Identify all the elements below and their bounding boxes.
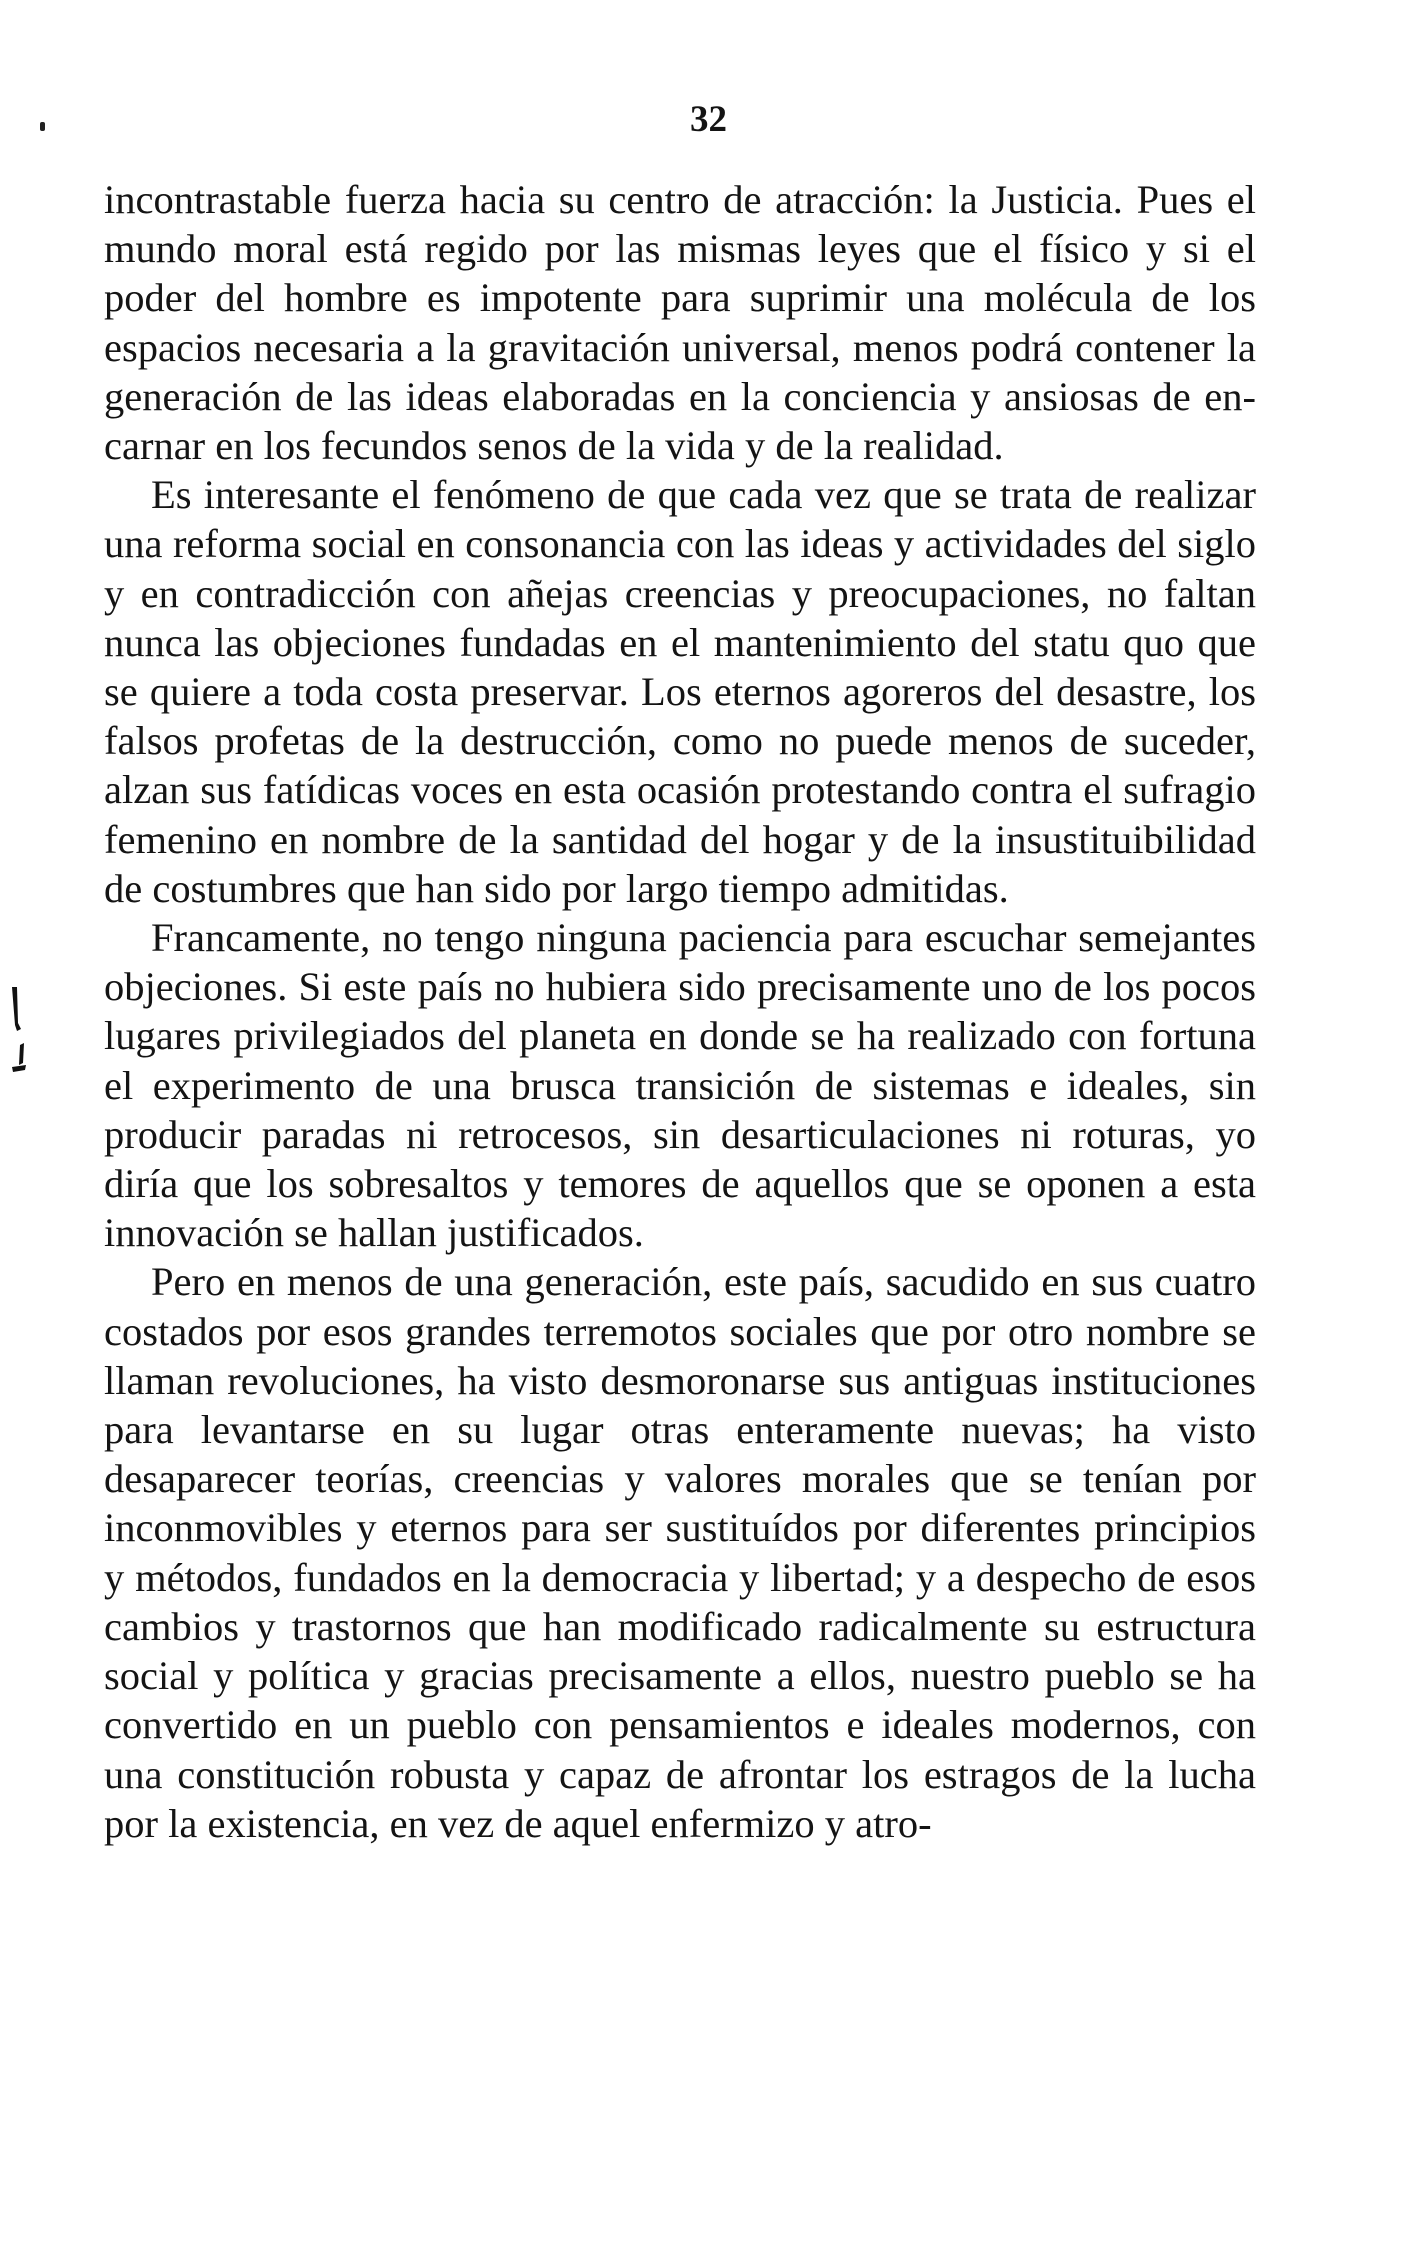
paragraph-3: Francamente, no tengo ninguna paciencia para escuchar semejantes objeciones. Si este país no hubiera sido precisamente uno de los pocos lugares privilegiados del planeta en donde se ha realizado con fortuna el experimento de una brusca transición de sistemas e ideales, sin producir paradas ni retrocesos, sin desarticulaciones ni roturas, yo diría que los sobresaltos y temores de aquellos que se oponen a esta innovación se hallan justificados. (104, 915, 1256, 1256)
paragraph-4: Pero en menos de una generación, este país, sacudido en sus cuatro costados por esos grandes terremotos sociales que por otro nombre se llaman revoluciones, ha visto desmoronarse sus antiguas instituciones para levantarse en su lugar otras enteramente nuevas; ha visto desaparecer teorías, creencias y valores morales que se tenían por inconmovibles y eternos para ser sustituídos por diferentes principios y métodos, fundados en la democracia y libertad; y a despecho de esos cambios y trastornos que han modificado radicalmente su estructura social y política y gracias precisamente a ellos, nuestro pueblo se ha convertido en un pueblo con pensamientos e ideales modernos, con una constitución robusta y capaz de afrontar los estragos de la lucha por la existencia, en vez de aquel enfermizo y atro- (104, 1259, 1256, 1846)
page-number: 32 (690, 99, 727, 140)
paragraph-1: incontrastable fuerza hacia su centro de atracción: la Justicia. Pues el mundo moral está regido por las mismas leyes que el físico y si el poder del hombre es impotente para suprimir una molécula de los espacios necesaria a la gravitación universal, menos podrá contener la generación de las ideas elaboradas en la conciencia y ansiosas de encarnar en los fecundos senos de la vida y de la realidad. (104, 177, 1256, 469)
body-text (104, 175, 1256, 1848)
paragraph-2: Es interesante el fenómeno de que cada vez que se trata de realizar una reforma social en consonancia con las ideas y actividades del siglo y en contradicción con añejas creencias y preocupaciones, no faltan nunca las objeciones fundadas en el mantenimiento del statu quo que se quiere a toda costa preservar. Los eternos agoreros del desastre, los falsos profetas de la destrucción, como no puede menos de suceder, alzan sus fatídicas voces en esta ocasión protestando contra el sufragio femenino en nombre de la santidad del hogar y de la insustituibilidad de costumbres que han sido por largo tiempo admitidas. (104, 472, 1256, 911)
margin-ink-mark (8, 985, 28, 1075)
